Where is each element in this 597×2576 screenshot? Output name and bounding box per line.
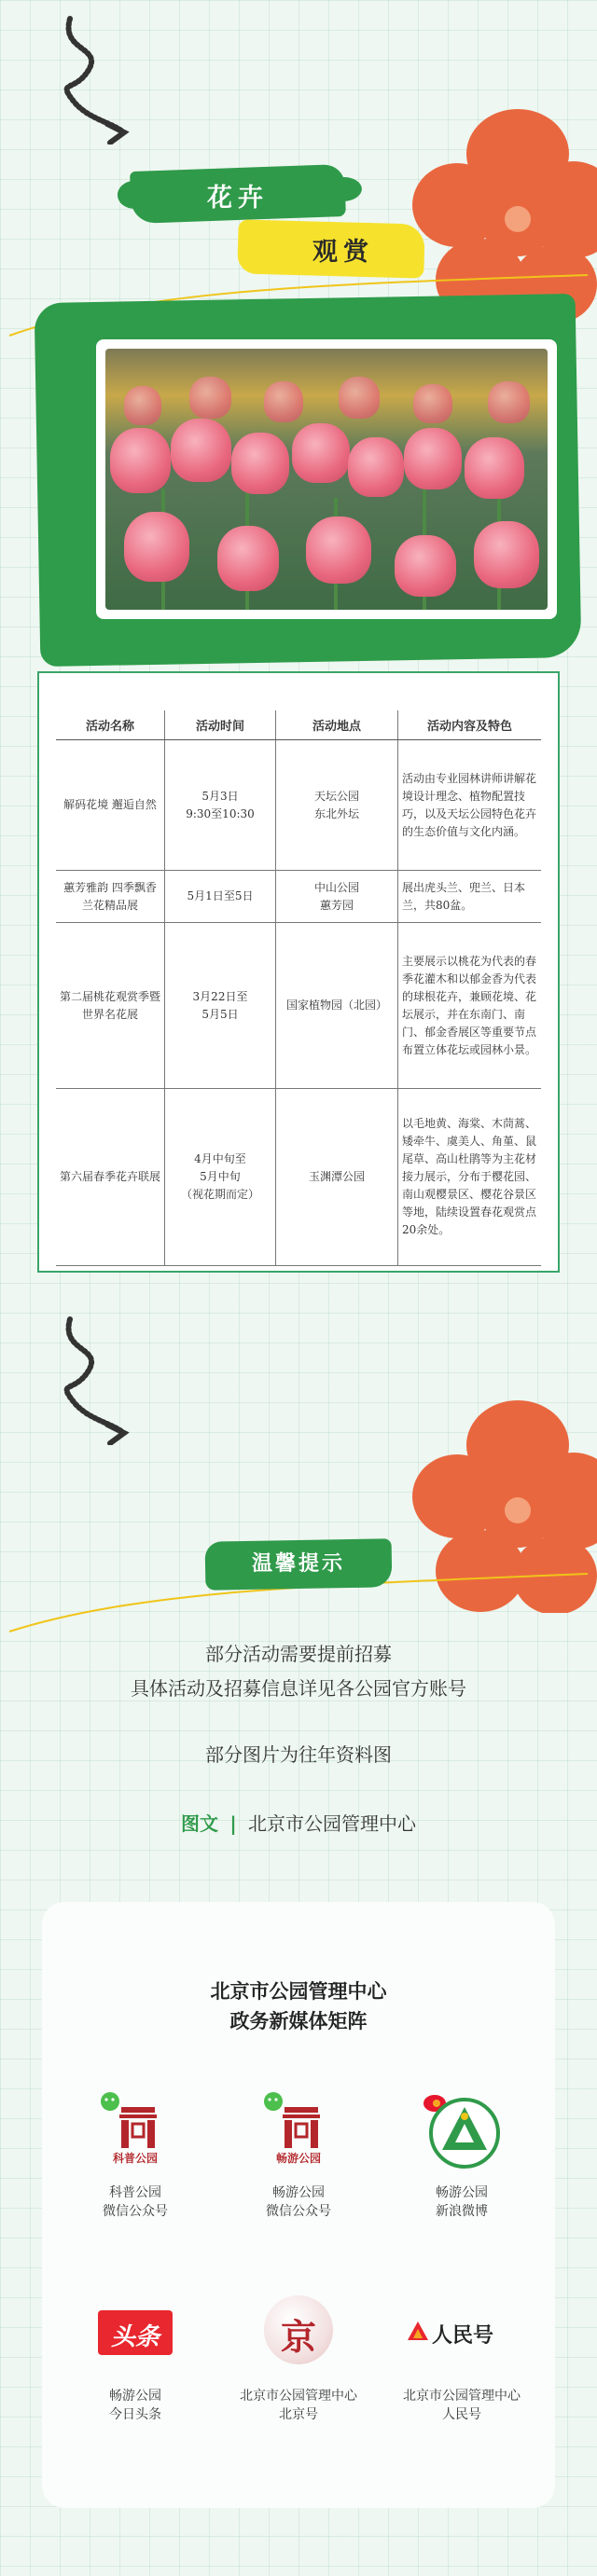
media-item-sublabel: 今日头条 <box>109 2407 161 2422</box>
table-row <box>56 1089 541 1266</box>
tips-line: 部分图片为往年资料图 <box>205 1743 392 1766</box>
wechat-kepu-icon <box>93 2088 177 2172</box>
media-item-changyou-wechat[interactable] <box>219 2088 378 2221</box>
media-item-sublabel: 新浪微博 <box>436 2204 488 2219</box>
logo-text: 科普公园 <box>112 2152 158 2165</box>
media-item-label: 北京市公园管理中心 <box>240 2389 357 2404</box>
renminhao-icon <box>406 2292 518 2376</box>
media-matrix-card <box>42 1902 555 2508</box>
cell-activity-time: 3月22日至 5月5日 <box>165 923 276 1089</box>
cell-activity-place: 中山公园 蕙芳园 <box>276 871 398 923</box>
cell-activity-place: 天坛公园 东北外坛 <box>276 740 398 871</box>
media-item-label: 畅游公园 <box>109 2389 161 2404</box>
activity-table <box>56 710 541 1266</box>
cell-activity-desc: 活动由专业园林讲师讲解花境设计理念、植物配置技巧，以及天坛公园特色花卉的生态价值与文化内涵。 <box>398 740 542 871</box>
credit-separator: | <box>229 1812 237 1835</box>
squiggle-arrow-icon <box>51 1315 135 1445</box>
cell-activity-name: 第二届桃花观赏季暨世界名花展 <box>56 923 165 1089</box>
media-item-sublabel: 北京号 <box>279 2407 318 2422</box>
toutiao-icon <box>93 2292 177 2376</box>
cell-activity-name: 蕙芳雅韵 四季飘香兰花精品展 <box>56 871 165 923</box>
photo-frame <box>96 339 557 619</box>
media-subtitle: 政务新媒体矩阵 <box>229 2010 368 2032</box>
wechat-changyou-icon <box>257 2088 340 2172</box>
table-row <box>56 740 541 871</box>
logo-text: 头条 <box>110 2323 160 2351</box>
tips-line: 部分活动需要提前招募 <box>205 1643 392 1665</box>
header-cell-time: 活动时间 <box>165 710 276 740</box>
logo-text: 京 <box>280 2316 316 2358</box>
header-cell-place: 活动地点 <box>276 710 398 740</box>
media-item-kepu-wechat[interactable] <box>56 2088 215 2221</box>
header-cell-desc: 活动内容及特色 <box>398 710 542 740</box>
table-row <box>56 871 541 923</box>
cell-activity-desc: 主要展示以桃花为代表的春季花灌木和以郁金香为代表的球根花卉，兼顾花境、花坛展示，并在东南门、南门、郁金香展区等重要节点布置立体花坛或园林小景。 <box>398 923 542 1089</box>
cell-activity-time: 5月3日 9:30至10:30 <box>165 740 276 871</box>
tips-line: 具体活动及招募信息详见各公园官方账号 <box>131 1677 466 1700</box>
cell-activity-place: 国家植物园（北园） <box>276 923 398 1089</box>
media-title: 北京市公园管理中心 <box>210 1980 387 2003</box>
cell-activity-name: 第六届春季花卉联展 <box>56 1089 165 1266</box>
media-item-label: 北京市公园管理中心 <box>403 2389 521 2404</box>
media-item-sublabel: 人民号 <box>442 2407 481 2422</box>
table-row <box>56 923 541 1089</box>
media-item-beijing-hao[interactable] <box>219 2292 378 2424</box>
media-item-label: 科普公园 <box>109 2185 161 2200</box>
cell-activity-time: 5月1日至5日 <box>165 871 276 923</box>
logo-text: 人民号 <box>432 2324 494 2348</box>
media-item-weibo[interactable] <box>382 2088 541 2221</box>
cell-activity-place: 玉渊潭公园 <box>276 1089 398 1266</box>
media-item-sublabel: 微信公众号 <box>266 2204 331 2219</box>
media-item-label: 畅游公园 <box>436 2185 488 2200</box>
tulip-photo <box>105 349 548 610</box>
cell-activity-desc: 以毛地黄、海棠、木茼蒿、矮牵牛、虞美人、角堇、鼠尾草、高山杜鹃等为主花材接力展示，分布于樱花园、南山观樱景区、樱花谷景区等地，陆续设置春花观赏点20余处。 <box>398 1089 542 1266</box>
squiggle-arrow-icon <box>51 14 135 145</box>
media-item-sublabel: 微信公众号 <box>103 2204 168 2219</box>
media-item-label: 畅游公园 <box>272 2185 325 2200</box>
weibo-icon <box>420 2088 504 2172</box>
tips-title: 温馨提示 <box>251 1552 345 1576</box>
credit-line <box>0 1809 597 1836</box>
credit-value: 北京市公园管理中心 <box>248 1812 417 1835</box>
media-item-toutiao[interactable] <box>56 2292 215 2424</box>
header-cell-name: 活动名称 <box>56 710 165 740</box>
credit-label: 图文 <box>180 1812 218 1835</box>
logo-text: 畅游公园 <box>275 2152 321 2165</box>
activity-table-card <box>37 671 560 1273</box>
cell-activity-desc: 展出虎头兰、兜兰、日本兰，共80盆。 <box>398 871 542 923</box>
media-item-renminhao[interactable] <box>382 2292 541 2424</box>
title-word-1: 花卉 <box>207 184 269 213</box>
beijing-hao-icon <box>257 2292 340 2376</box>
title-word-2: 观赏 <box>312 238 374 267</box>
cell-activity-name: 解码花境 邂逅自然 <box>56 740 165 871</box>
cell-activity-time: 4月中旬至 5月中旬 （视花期而定） <box>165 1089 276 1266</box>
table-header-row <box>56 710 541 740</box>
